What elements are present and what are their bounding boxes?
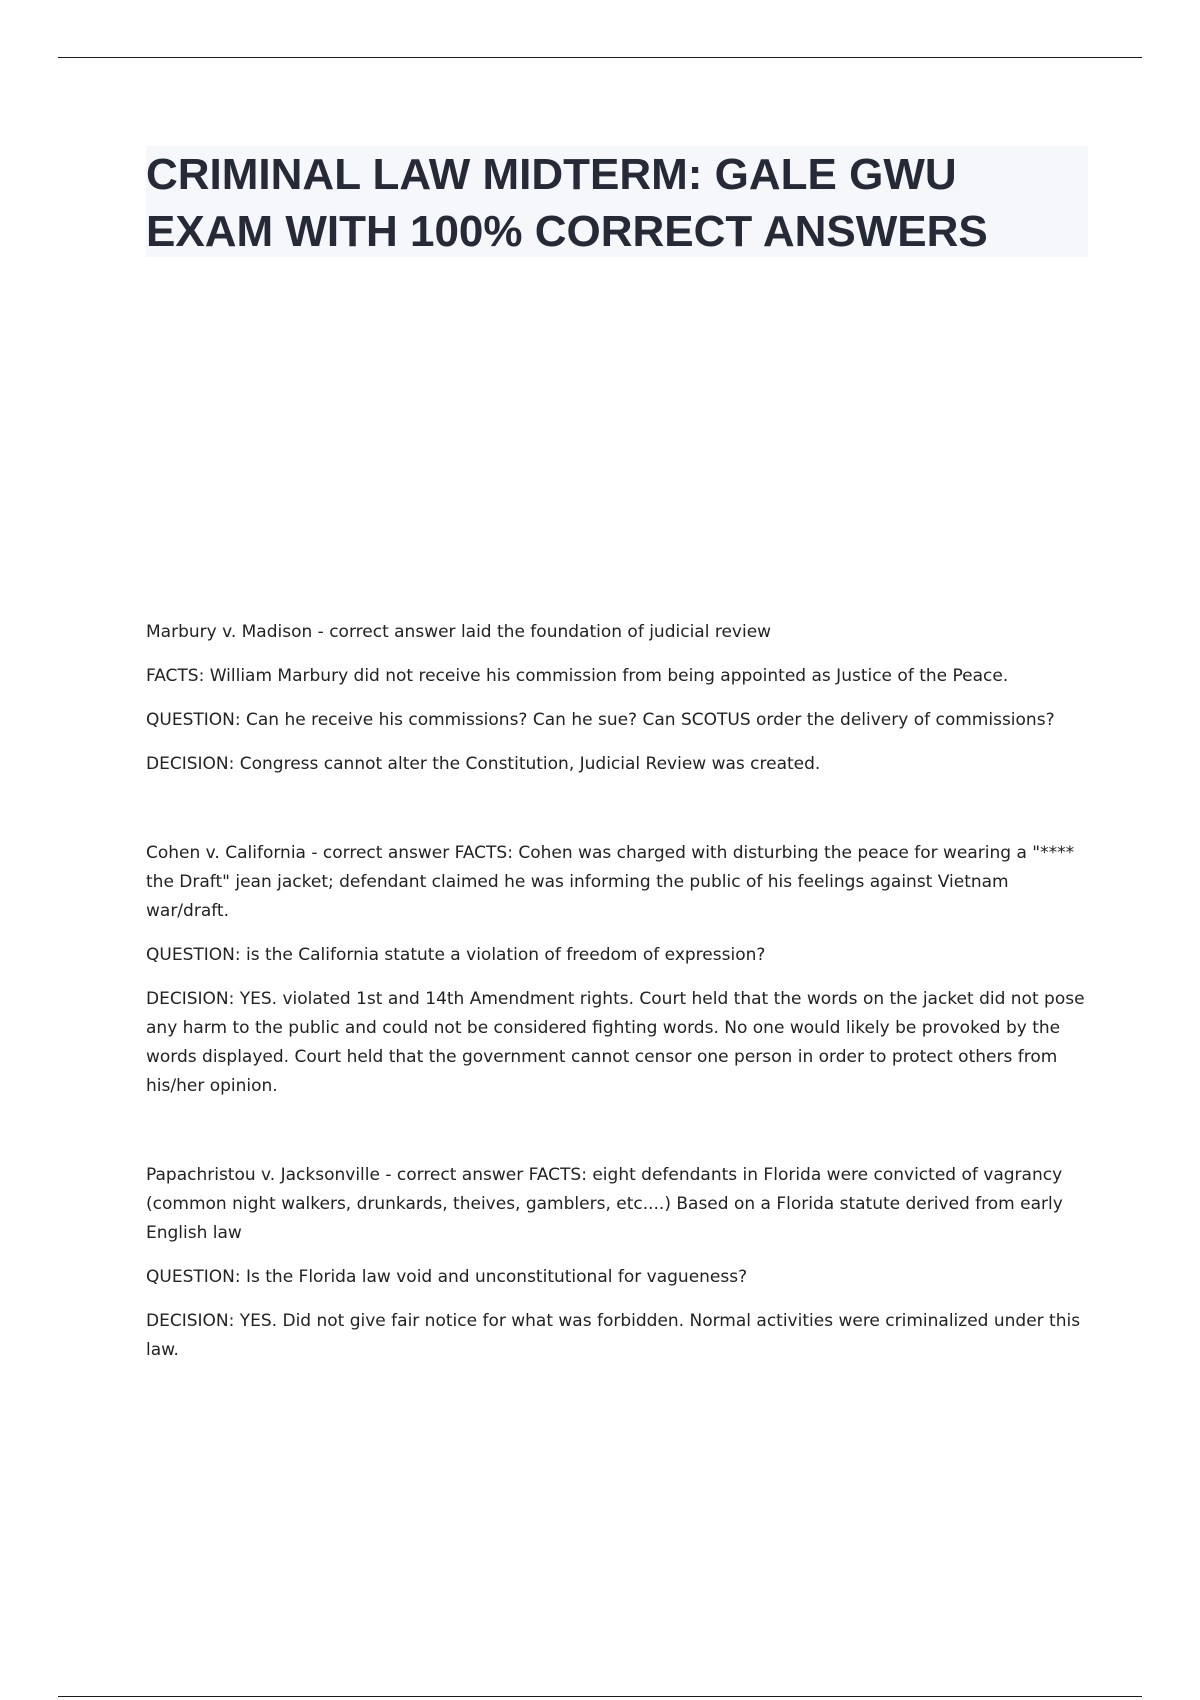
case-entry-cohen: [146, 839, 1091, 1101]
case-heading: Cohen v. California - correct answer FACTS: Cohen was charged with disturbing the peace for wearing a "**** the Draft" jean jacket; defendant claimed he was informing the public of his feelings against Vietnam war/draft.: [146, 843, 1075, 921]
document-body: [146, 618, 1091, 1380]
case-decision: DECISION: YES. Did not give fair notice for what was forbidden. Normal activities were criminalized under this law.: [146, 1311, 1081, 1360]
top-rule: [58, 57, 1142, 58]
case-heading: Marbury v. Madison - correct answer laid the foundation of judicial review: [146, 622, 772, 642]
case-entry-marbury: [146, 618, 1091, 779]
title-block: [146, 146, 1088, 257]
title-line-1: CRIMINAL LAW MIDTERM: GALE GWU: [146, 150, 957, 199]
title-line-2: EXAM WITH 100% CORRECT ANSWERS: [146, 207, 988, 256]
case-question: QUESTION: Can he receive his commissions? Can he sue? Can SCOTUS order the delivery of commissions?: [146, 710, 1055, 730]
document-title: [146, 146, 988, 260]
case-facts: FACTS: William Marbury did not receive his commission from being appointed as Justice of the Peace.: [146, 666, 1009, 686]
case-entry-papachristou: [146, 1161, 1091, 1365]
case-question: QUESTION: is the California statute a violation of freedom of expression?: [146, 945, 766, 965]
case-decision: DECISION: Congress cannot alter the Constitution, Judicial Review was created.: [146, 754, 821, 774]
case-decision: DECISION: YES. violated 1st and 14th Amendment rights. Court held that the words on the jacket did not pose any harm to the public and could not be considered fighting words. No one would likely be provoked by the words displayed. Court held that the government cannot censor one person in order to protect others from his/her opinion.: [146, 989, 1085, 1096]
bottom-rule: [58, 1696, 1142, 1697]
case-question: QUESTION: Is the Florida law void and unconstitutional for vagueness?: [146, 1267, 748, 1287]
case-heading: Papachristou v. Jacksonville - correct answer FACTS: eight defendants in Florida were convicted of vagrancy (common night walkers, drunkards, theives, gamblers, etc....) Based on a Florida statute derived from early English law: [146, 1165, 1063, 1243]
